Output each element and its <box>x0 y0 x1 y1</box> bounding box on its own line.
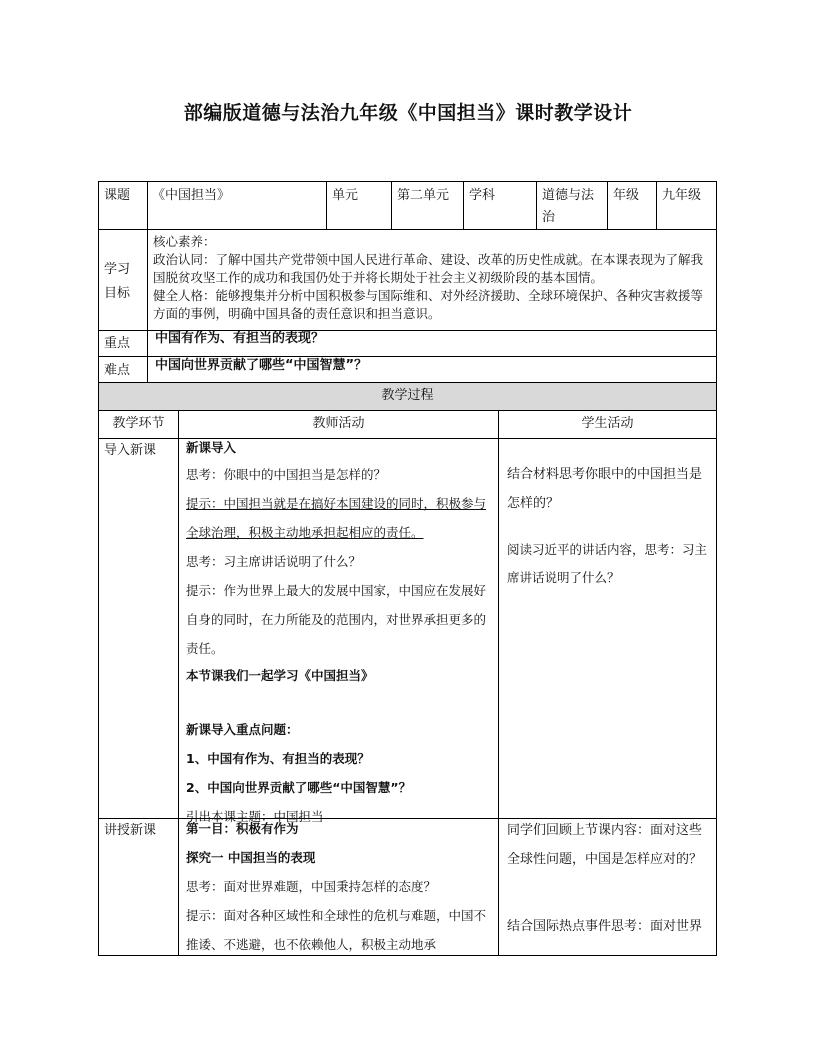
unit-value: 第二单元 <box>397 188 450 203</box>
teacher-line: 提示：面对各种区域性和全球性的危机与难题，中国不推诿、不逃避，也不依赖他人，积极主动地承 <box>186 908 487 952</box>
teacher-line: 探究一 中国担当的表现 <box>186 850 316 865</box>
objectives-label: 学习目标 <box>104 262 131 301</box>
section1-stage: 导入新课 <box>104 443 157 458</box>
section2-stage: 讲授新课 <box>104 823 157 838</box>
column-teacher: 教师活动 <box>312 416 365 431</box>
grade-value: 九年级 <box>662 188 702 203</box>
process-header: 教学过程 <box>381 388 434 403</box>
teacher-line: 引出本课主题：中国担当 <box>186 809 324 824</box>
difficult-point-label: 难点 <box>104 363 131 378</box>
teacher-line: 思考：习主席讲话说明了什么？ <box>186 554 362 569</box>
teacher-line: 思考：面对世界难题，中国秉持怎样的态度？ <box>186 879 437 894</box>
course-value: 《中国担当》 <box>152 188 231 203</box>
column-student: 学生活动 <box>581 416 634 431</box>
teacher-line: 思考：你眼中的中国担当是怎样的？ <box>186 467 387 482</box>
document-title: 部编版道德与法治九年级《中国担当》课时教学设计 <box>183 102 633 124</box>
difficult-point-value: 中国向世界贡献了哪些“中国智慧”？ <box>155 358 368 373</box>
student-line: 阅读习近平的讲话内容，思考：习主席讲话说明了什么？ <box>507 542 708 585</box>
section1-teacher <box>186 436 494 831</box>
grade-label: 年级 <box>613 188 640 203</box>
teacher-line: 提示：中国担当就是在搞好本国建设的同时，积极参与全球治理，积极主动地承担起相应的责任。 <box>186 496 487 540</box>
objectives-personality: 健全人格：能够搜集并分析中国积极参与国际维和、对外经济援助、全球环境保护、各种灾害救援等方面的事例，明确中国具备的责任意识和担当意识。 <box>153 288 704 321</box>
subject-label: 学科 <box>469 188 496 203</box>
teacher-line: 提示：作为世界上最大的发展中国家，中国应在发展好自身的同时，在力所能及的范围内，对世界承担更多的责任。 <box>186 583 487 656</box>
section2-student <box>507 816 712 941</box>
student-line: 结合材料思考你眼中的中国担当是怎样的？ <box>507 467 703 511</box>
teacher-line: 新课导入重点问题： <box>186 722 299 737</box>
section1-student <box>507 460 712 592</box>
teacher-line: 1、中国有作为、有担当的表现？ <box>186 751 370 766</box>
teacher-line <box>186 689 494 715</box>
teacher-line: 新课导入 <box>186 440 237 455</box>
teacher-line: 第一目：积极有作为 <box>186 821 299 836</box>
teacher-line: 本节课我们一起学习《中国担当》 <box>186 668 374 683</box>
student-line: 结合国际热点事件思考：面对世界 <box>507 919 703 934</box>
objectives-heading: 核心素养： <box>153 234 216 249</box>
unit-label: 单元 <box>332 188 359 203</box>
column-stage: 教学环节 <box>112 416 165 431</box>
course-label: 课题 <box>104 188 131 203</box>
objectives-political: 政治认同：了解中国共产党带领中国人民进行革命、建设、改革的历史性成就。在本课表现为了解我国脱贫攻坚工作的成功和我国仍处于并将长期处于社会主义初级阶段的基本国情。 <box>153 252 704 285</box>
student-line: 同学们回顾上节课内容：面对这些全球性问题，中国是怎样应对的？ <box>507 823 703 867</box>
objectives-content <box>153 233 714 323</box>
subject-value: 道德与法治 <box>542 188 595 225</box>
key-point-label: 重点 <box>104 336 131 351</box>
key-point-value: 中国有作为、有担当的表现？ <box>155 331 325 346</box>
teacher-line: 2、中国向世界贡献了哪些“中国智慧”？ <box>186 780 412 795</box>
section2-teacher <box>186 814 494 959</box>
